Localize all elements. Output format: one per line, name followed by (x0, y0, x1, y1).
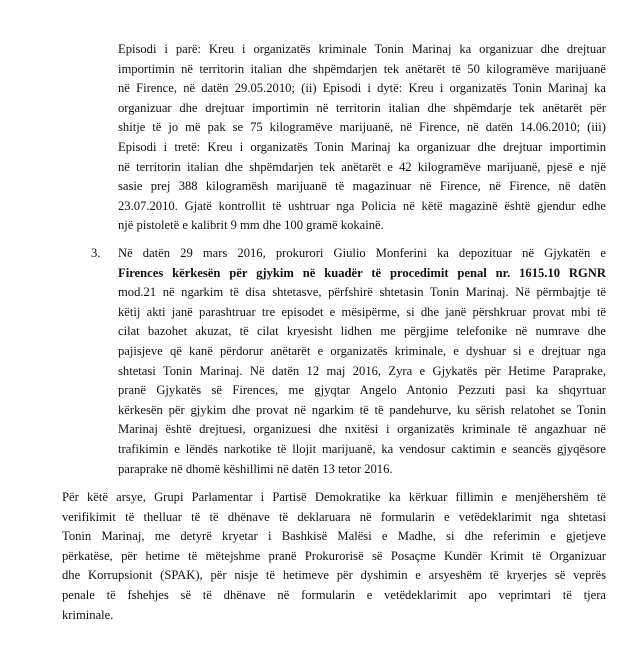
paragraph-episodes (118, 40, 606, 236)
text-line-bold: Firences kërkesën për gjykim në kuadër të procedimit penal nr. 1615.10 RGNR (118, 265, 606, 280)
text-line: në territorin italian dhe shpëmdarjen tek anëtarët e 42 kilogramëve marijuanë, pjesë e një (118, 159, 606, 174)
text-line: penale të fshehjes së të dhënave në formularin e vetëdeklarimit apo veprimtari të tjera (62, 587, 606, 602)
list-number: 3. (91, 246, 101, 260)
text-line: Në datën 29 mars 2016, prokurori Giulio Monferini ka depozituar në Gjykatën e (118, 246, 606, 260)
text-line: verifikimit të thelluar të të dhënave të deklaruara në formularin e vetëdeklarimit nga shtetasi (62, 509, 606, 524)
text-line: Episodi i parë: Kreu i organizatës kriminale Tonin Marinaj ka organizuar dhe drejtuar (118, 42, 606, 56)
text-line: sasie prej 388 kilogramësh marijuanë të magazinuar në Firence, në Firence, në datën (118, 179, 606, 194)
text-line: shtetasi Tonin Marinaj. Në datën 12 maj 2016, Zyra e Gjykatës për Hetime Paraprake, (118, 363, 606, 378)
text-line: Episodi i tretë: Kreu i organizatës Tonin Marinaj ka organizuar dhe drejtuar importimin (118, 139, 606, 154)
paragraph-conclusion (62, 488, 606, 625)
text-line: shitje të jo më pak se 75 kilogramëve marijuanë, në Firence, në datën 14.06.2010; (iii) (118, 120, 606, 135)
text-line: organizuar dhe drejtuar importimin në territorin italian dhe shpëmdarje tek anëtarët për (118, 100, 606, 115)
text-line: Tonin Marinaj, me detyrë kryetar i Bashkisë Malësi e Madhe, si dhe referimin e gjetjeve (62, 529, 606, 544)
text-line: paraprake në dhomë këshillimi në datën 13 tetor 2016. (118, 461, 393, 476)
text-line: në Firence, në datën 29.05.2010; (ii) Episodi i dytë: Kreu i organizatës Tonin Marinaj ka (118, 81, 606, 96)
text-line: trafikimin e lëndës narkotike të llojit marijuanë, ka vendosur caktimin e seancës gjyqësore (118, 441, 606, 456)
paragraph-court-request (118, 244, 606, 479)
text-line: pajisjeve që kanë përdorur anëtarët e organizatës kriminale, e dyshuar si e drejtuar nga (118, 343, 606, 358)
text-line: përkatëse, për hetime të mëtejshme pranë Prokurorisë së Posaçme Kundër Krimit të Organizuar (62, 548, 606, 563)
text-line: kërkesën për gjykim dhe provat në ngarkim të të pandehurve, ku sërish relatohet se Tonin (118, 402, 606, 417)
text-line: këtij akti janë parashtruar tre episodet e mësipërme, si dhe janë përshkruar provat mbi të (118, 304, 606, 319)
text-line: kriminale. (62, 607, 114, 622)
text-line: mod.21 në ngarkim të disa shtetasve, përfshirë shtetasin Tonin Marinaj. Në përmbajtje të (118, 285, 606, 300)
text-line: importimin në territorin italian dhe shpëmdarjen tek anëtarët të 50 kilogramëve marijuanë (118, 61, 606, 76)
text-line: Për këtë arsye, Grupi Parlamentar i Partisë Demokratike ka kërkuar fillimin e menjëhershëm të (62, 490, 606, 504)
text-line: cilat bazohet akuzat, të cilat kryesisht lidhen me përgjime telefonike në numrave dhe (118, 324, 606, 339)
text-line: një pistoletë e kalibrit 9 mm dhe 100 gramë kokainë. (118, 218, 384, 233)
text-line: pranë Gjykatës së Firences, me gjyqtar Angelo Antonio Pezzuti pasi ka shqyrtuar (118, 383, 606, 398)
text-line: Marinaj është drejtuesi, organizuesi dhe nxitësi i organizatës kriminale të angazhuar në (118, 422, 606, 437)
text-line: 23.07.2010. Gjatë kontrollit të ushtruar nga Policia në këtë magazinë është gjendur edhe (118, 198, 606, 213)
text-line: dhe Korrupsionit (SPAK), për nisje të hetimeve për dyshimin e arsyeshëm të kryerjes së veprës (62, 568, 606, 583)
